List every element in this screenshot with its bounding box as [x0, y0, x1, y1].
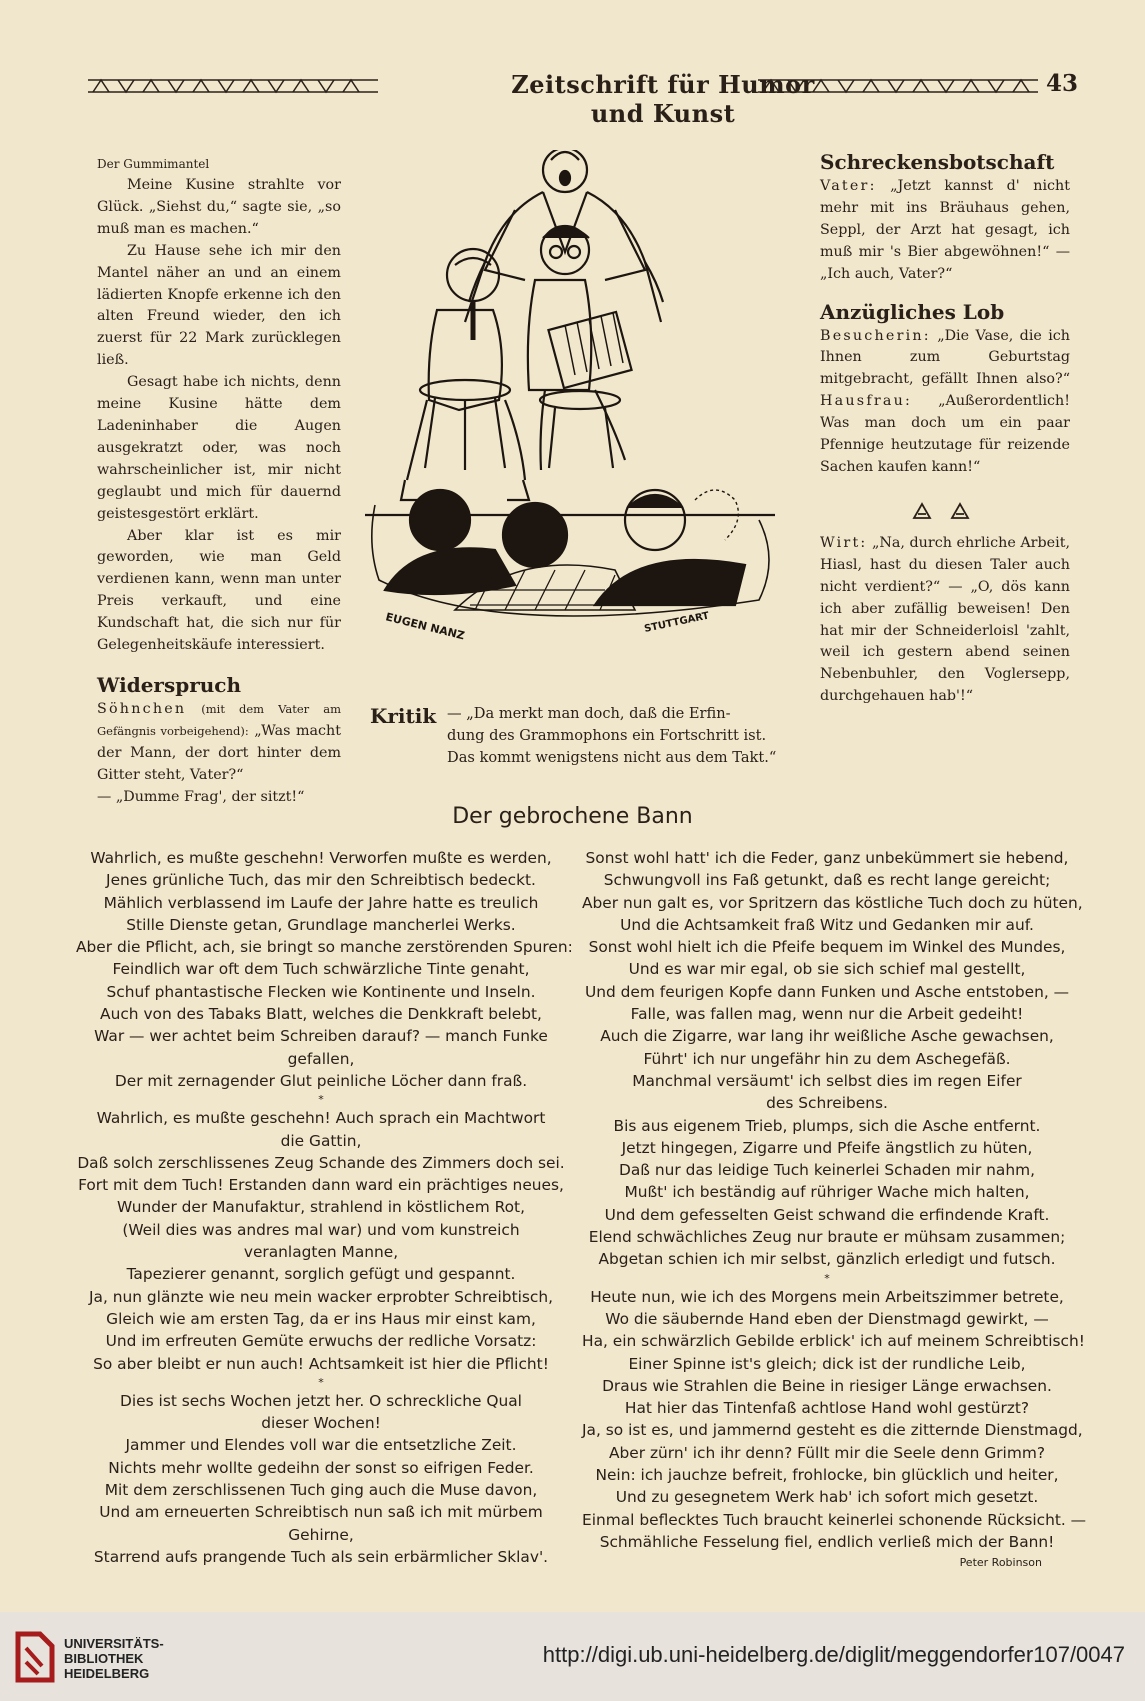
poem-line: Fort mit dem Tuch! Erstanden dann ward ein prächtiges neues,	[78, 1176, 564, 1195]
poem-line: Wahrlich, es mußte geschehn! Auch sprach ein Machtwort	[96, 1109, 546, 1128]
poem-line: Stille Dienste getan, Grundlage mancherlei Werks.	[126, 915, 516, 934]
poem-line: Auch die Zigarre, war lang ihr weißliche Asche gewachsen,	[600, 1027, 1054, 1046]
caption-line: Das kommt wenigstens nicht aus dem Takt.“	[447, 748, 777, 766]
poem-line: Und die Achtsamkeit fraß Witz und Gedanken mir auf.	[620, 915, 1034, 934]
poem-line: Gleich wie am ersten Tag, da er ins Haus mir einst kam,	[106, 1309, 536, 1328]
poem-line: Einmal beflecktes Tuch braucht keinerlei schonende Rücksicht. —	[582, 1510, 1087, 1529]
widerspruch-text	[97, 699, 341, 809]
poem-line: Jetzt hingegen, Zigarre und Pfeife ängstlich zu hüten,	[621, 1138, 1033, 1157]
right-column	[820, 150, 1070, 708]
poem-line: Einer Spinne ist's gleich; dick ist der rundliche Leib,	[628, 1354, 1026, 1373]
paragraph: Meine Kusine strahlte vor Glück. „Siehst du,“ sagte sie, „so muß man es machen.“	[97, 177, 341, 237]
poem-line: Elend schwächliches Zeug nur braute er mühsam zusammen;	[588, 1228, 1066, 1247]
page-header	[88, 70, 1078, 128]
poem-line: Heute nun, wie ich des Morgens mein Arbeitszimmer betrete,	[590, 1287, 1064, 1306]
caption-kritik-text	[447, 703, 787, 769]
poem-line: Wahrlich, es mußte geschehn! Verworfen mußte es werden,	[90, 849, 552, 867]
ornamental-border-right	[758, 76, 1038, 96]
poem-line: Und am erneuerten Schreibtisch nun saß ich mit mürbem	[99, 1503, 543, 1522]
schreckensbotschaft-text	[820, 176, 1070, 286]
poem-line: Tapezierer genannt, sorglich gefügt und gespannt.	[126, 1265, 516, 1284]
poem-line: Gehirne,	[288, 1525, 354, 1544]
poem-line: Ja, nun glänzte wie neu mein wacker erprobter Schreibtisch,	[88, 1287, 554, 1306]
digitization-footer	[0, 1612, 1145, 1701]
poem-line: gefallen,	[287, 1049, 355, 1068]
library-name-line: BIBLIOTHEK	[64, 1651, 144, 1666]
ornamental-border-left	[88, 76, 378, 96]
poem-line: Abgetan schien ich mir selbst, gänzlich erledigt und futsch.	[598, 1250, 1056, 1269]
poem-line: Mählich verblassend im Laufe der Jahre hatte es treulich	[103, 893, 539, 912]
speaker-label: Vater:	[820, 178, 877, 194]
poem-line: veranlagten Manne,	[243, 1243, 399, 1262]
poem-line: Falle, was fallen mag, wenn nur die Arbeit gedeiht!	[630, 1005, 1024, 1024]
gummimantel-text	[97, 175, 341, 657]
speaker-label: Söhnchen	[97, 700, 187, 717]
poem-line: Manchmal versäumt' ich selbst dies im regen Eifer	[632, 1071, 1022, 1090]
library-name	[64, 1636, 164, 1681]
poem-line: Der mit zernagender Glut peinliche Löcher dann fraß.	[114, 1071, 528, 1090]
poem-left-column	[76, 847, 573, 1568]
poem-line: Wo die säubernde Hand eben der Dienstmagd gewirkt, —	[605, 1309, 1049, 1328]
poem-line: Mußt' ich beständig auf rühriger Wache mich halten,	[624, 1183, 1030, 1202]
stanza	[582, 847, 1083, 1271]
poem-line: Bis aus eigenem Trieb, plumps, sich die Asche entfernt.	[613, 1116, 1041, 1135]
poem-line: Aber die Pflicht, ach, sie bringt so manche zerstörenden Spuren:	[76, 938, 573, 957]
poem-line: Jammer und Elendes voll war die entsetzliche Zeit.	[125, 1436, 517, 1455]
library-name-line: HEIDELBERG	[64, 1666, 150, 1681]
poem-line: Ja, so ist es, und jammernd gesteht es die zitternde Dienstmagd,	[582, 1421, 1083, 1440]
poem-line: Draus wie Strahlen die Beine in riesiger Länge erwachsen.	[602, 1376, 1052, 1395]
stanza	[76, 1390, 566, 1568]
poem-line: (Weil dies was andres mal war) und vom kunstreich	[122, 1220, 520, 1239]
artist-signature: EUGEN NANZ	[384, 610, 466, 643]
speaker-label: Besucherin:	[820, 327, 931, 344]
poem-line: Aber nun galt es, vor Spritzern das köstliche Tuch doch zu hüten,	[582, 893, 1083, 912]
poem-line: Und zu gesegnetem Werk hab' ich sofort mich gesetzt.	[615, 1488, 1039, 1507]
stanza-separator: *	[824, 1271, 830, 1285]
poem-line: Daß nur das leidige Tuch keinerlei Schaden mir nahm,	[618, 1161, 1036, 1180]
poem-line: Und dem feurigen Kopfe dann Funken und Asche entstoben, —	[584, 982, 1069, 1001]
section-divider-ornament	[912, 501, 972, 521]
paragraph: Zu Hause sehe ich mir den Mantel näher an und an einem lädierten Knopfe erkenne ich den alten Freund wieder, den ich zuerst für 22 Mark zurücklegen ließ.	[97, 242, 341, 369]
poem-line: die Gattin,	[280, 1131, 362, 1150]
poem-line: Schuf phantastische Flecken wie Kontinente und Inseln.	[106, 982, 536, 1001]
poem-line: War — wer achtet beim Schreiben darauf? — manch Funke	[94, 1027, 548, 1046]
stage-direction: (mit dem Vater am Gefängnis vorbeigehend):	[97, 701, 341, 738]
poem-line: Dies ist sechs Wochen jetzt her. O schreckliche Qual	[120, 1391, 522, 1410]
dialogue: „Die Vase, die ich Ihnen zum Geburtstag mitgebracht, gefällt Ihnen also?“	[820, 327, 1071, 388]
article-heading-gummimantel: Der Gummimantel	[97, 157, 210, 171]
poem-line: Führt' ich nur ungefähr hin zu dem Aschegefäß.	[643, 1049, 1011, 1068]
poem-line: Hat hier das Tintenfaß achtlose Hand wohl gestürzt?	[624, 1399, 1030, 1418]
poem-line: Schwungvoll ins Faß getunkt, daß es recht lange gereicht;	[603, 871, 1051, 890]
poem-line: Starrend aufs prangende Tuch als sein erbärmlicher Sklav'.	[93, 1547, 549, 1566]
stanza-separator: *	[318, 1375, 324, 1389]
poem-line: Und im erfreuten Gemüte erwuchs der redliche Vorsatz:	[105, 1332, 537, 1351]
caption-line: — „Da merkt man doch, daß die Erfin-	[447, 705, 731, 722]
left-column	[97, 157, 341, 808]
source-url-link[interactable]: http://digi.ub.uni-heidelberg.de/diglit/meggendorfer107/0047	[542, 1642, 1125, 1667]
poem-line: Feindlich war oft dem Tuch schwärzliche Tinte genaht,	[112, 960, 530, 979]
poem-right-column	[582, 847, 1087, 1573]
library-name-line: UNIVERSITÄTS-	[64, 1636, 164, 1651]
poem-line: Nein: ich jauchze befreit, frohlocke, bin glücklich und heiter,	[595, 1466, 1059, 1485]
speaker-label: Wirt:	[820, 534, 868, 551]
poem-title: Der gebrochene Bann	[452, 804, 693, 829]
artist-location: STUTTGART	[643, 610, 711, 635]
poem-line: So aber bleibt er nun auch! Achtsamkeit ist hier die Pflicht!	[93, 1354, 549, 1373]
paragraph: Aber klar ist es mir geworden, wie man Geld verdienen kann, wenn man unter Preis verkauft, und eine Kundschaft hat, die sich nur für Gelegenheitskäufe interessiert.	[97, 527, 341, 654]
page-number: 43	[1045, 70, 1078, 97]
stanza-separator: *	[318, 1093, 324, 1107]
wirt-anecdote-text	[820, 533, 1070, 708]
university-library-logo-icon	[14, 1628, 56, 1684]
poem-line: Sonst wohl hatt' ich die Feder, ganz unbekümmert sie hebend,	[585, 849, 1069, 867]
article-heading-widerspruch: Widerspruch	[97, 672, 241, 697]
article-heading-anzuegliches-lob: Anzügliches Lob	[820, 299, 1005, 324]
journal-title: Zeitschrift für Humor und Kunst	[511, 70, 815, 128]
poem-line: Mit dem zerschlissenen Tuch ging auch die Muse davon,	[104, 1481, 538, 1500]
poem-line: Aber zürn' ich ihr denn? Füllt mir die Seele denn Grimm?	[608, 1443, 1045, 1462]
poem-author: Peter Robinson	[959, 1556, 1042, 1570]
poem-line: Nichts mehr wollte gedeihn der sonst so eifrigen Feder.	[108, 1458, 534, 1477]
poem-line: Ha, ein schwärzlich Gebilde erblick' ich auf meinem Schreibtisch!	[582, 1332, 1085, 1351]
stanza	[76, 1107, 566, 1375]
poem-line: Wunder der Manufaktur, strahlend in köstlichem Rot,	[117, 1198, 525, 1217]
dialogue: „Jetzt kannst d' nicht mehr mit ins Bräuhaus gehen, Seppl, der Arzt hat gesagt, ich muß mir 's Bier abgewöhnen!“ — „Ich auch, Vater?“	[820, 178, 1071, 282]
stanza	[582, 1286, 1087, 1554]
poem-line: des Schreibens.	[766, 1094, 888, 1113]
illustration-musicians-and-audience	[365, 150, 785, 695]
poem-line: Schmähliche Fesselung fiel, endlich verließ mich der Bann!	[599, 1532, 1055, 1551]
dialogue: „Na, durch ehrliche Arbeit, Hiasl, hast du diesen Taler auch nicht verdient?“ — „O, dös kann ich aber zufällig beweisen! Den hat mir der Schneiderloisl 'zahlt, weil ich gestern abend seinen Nebenbuhler, den Voglersepp, durchgehauen hab'!“	[820, 534, 1070, 705]
poem-line: Und es war mir egal, ob sie sich schief mal gestellt,	[628, 960, 1026, 979]
stanza	[76, 847, 573, 1092]
poem-line: Und dem gefesselten Geist schwand die erfindende Kraft.	[604, 1205, 1050, 1224]
poem-line: Daß solch zerschlissenes Zeug Schande des Zimmers doch sei.	[77, 1153, 565, 1172]
poem-line: Jenes grünliche Tuch, das mir den Schreibtisch bedeckt.	[106, 871, 536, 890]
anzuegliches-lob-text	[820, 326, 1070, 479]
caption-line: dung des Grammophons ein Fortschritt ist.	[447, 726, 767, 744]
poem-line: dieser Wochen!	[261, 1414, 381, 1433]
poem-line: Sonst wohl hielt ich die Pfeife bequem im Winkel des Mundes,	[588, 938, 1066, 957]
poem-line: Auch von des Tabaks Blatt, welches die Denkkraft belebt,	[100, 1005, 542, 1024]
paragraph: Gesagt habe ich nichts, denn meine Kusine hätte dem Ladeninhaber die Augen ausgekratzt oder, was noch wahrscheinlicher ist, mir nicht geglaubt und mich für dauernd geistesgestört erklärt.	[97, 374, 341, 522]
article-heading-schreckensbotschaft: Schreckensbotschaft	[820, 150, 1055, 174]
dialogue: „Was macht der Mann, der dort hinter dem Gitter steht, Vater?“	[97, 722, 341, 783]
speaker-label: Hausfrau:	[820, 393, 913, 410]
caption-label-kritik: Kritik	[370, 704, 437, 728]
dialogue-reply: — „Dumme Frag', der sitzt!“	[97, 788, 305, 805]
dialogue: „Außerordentlich! Was man doch um ein paar Pfennige heutzutage für reizende Sachen kaufen kann!“	[820, 393, 1070, 475]
